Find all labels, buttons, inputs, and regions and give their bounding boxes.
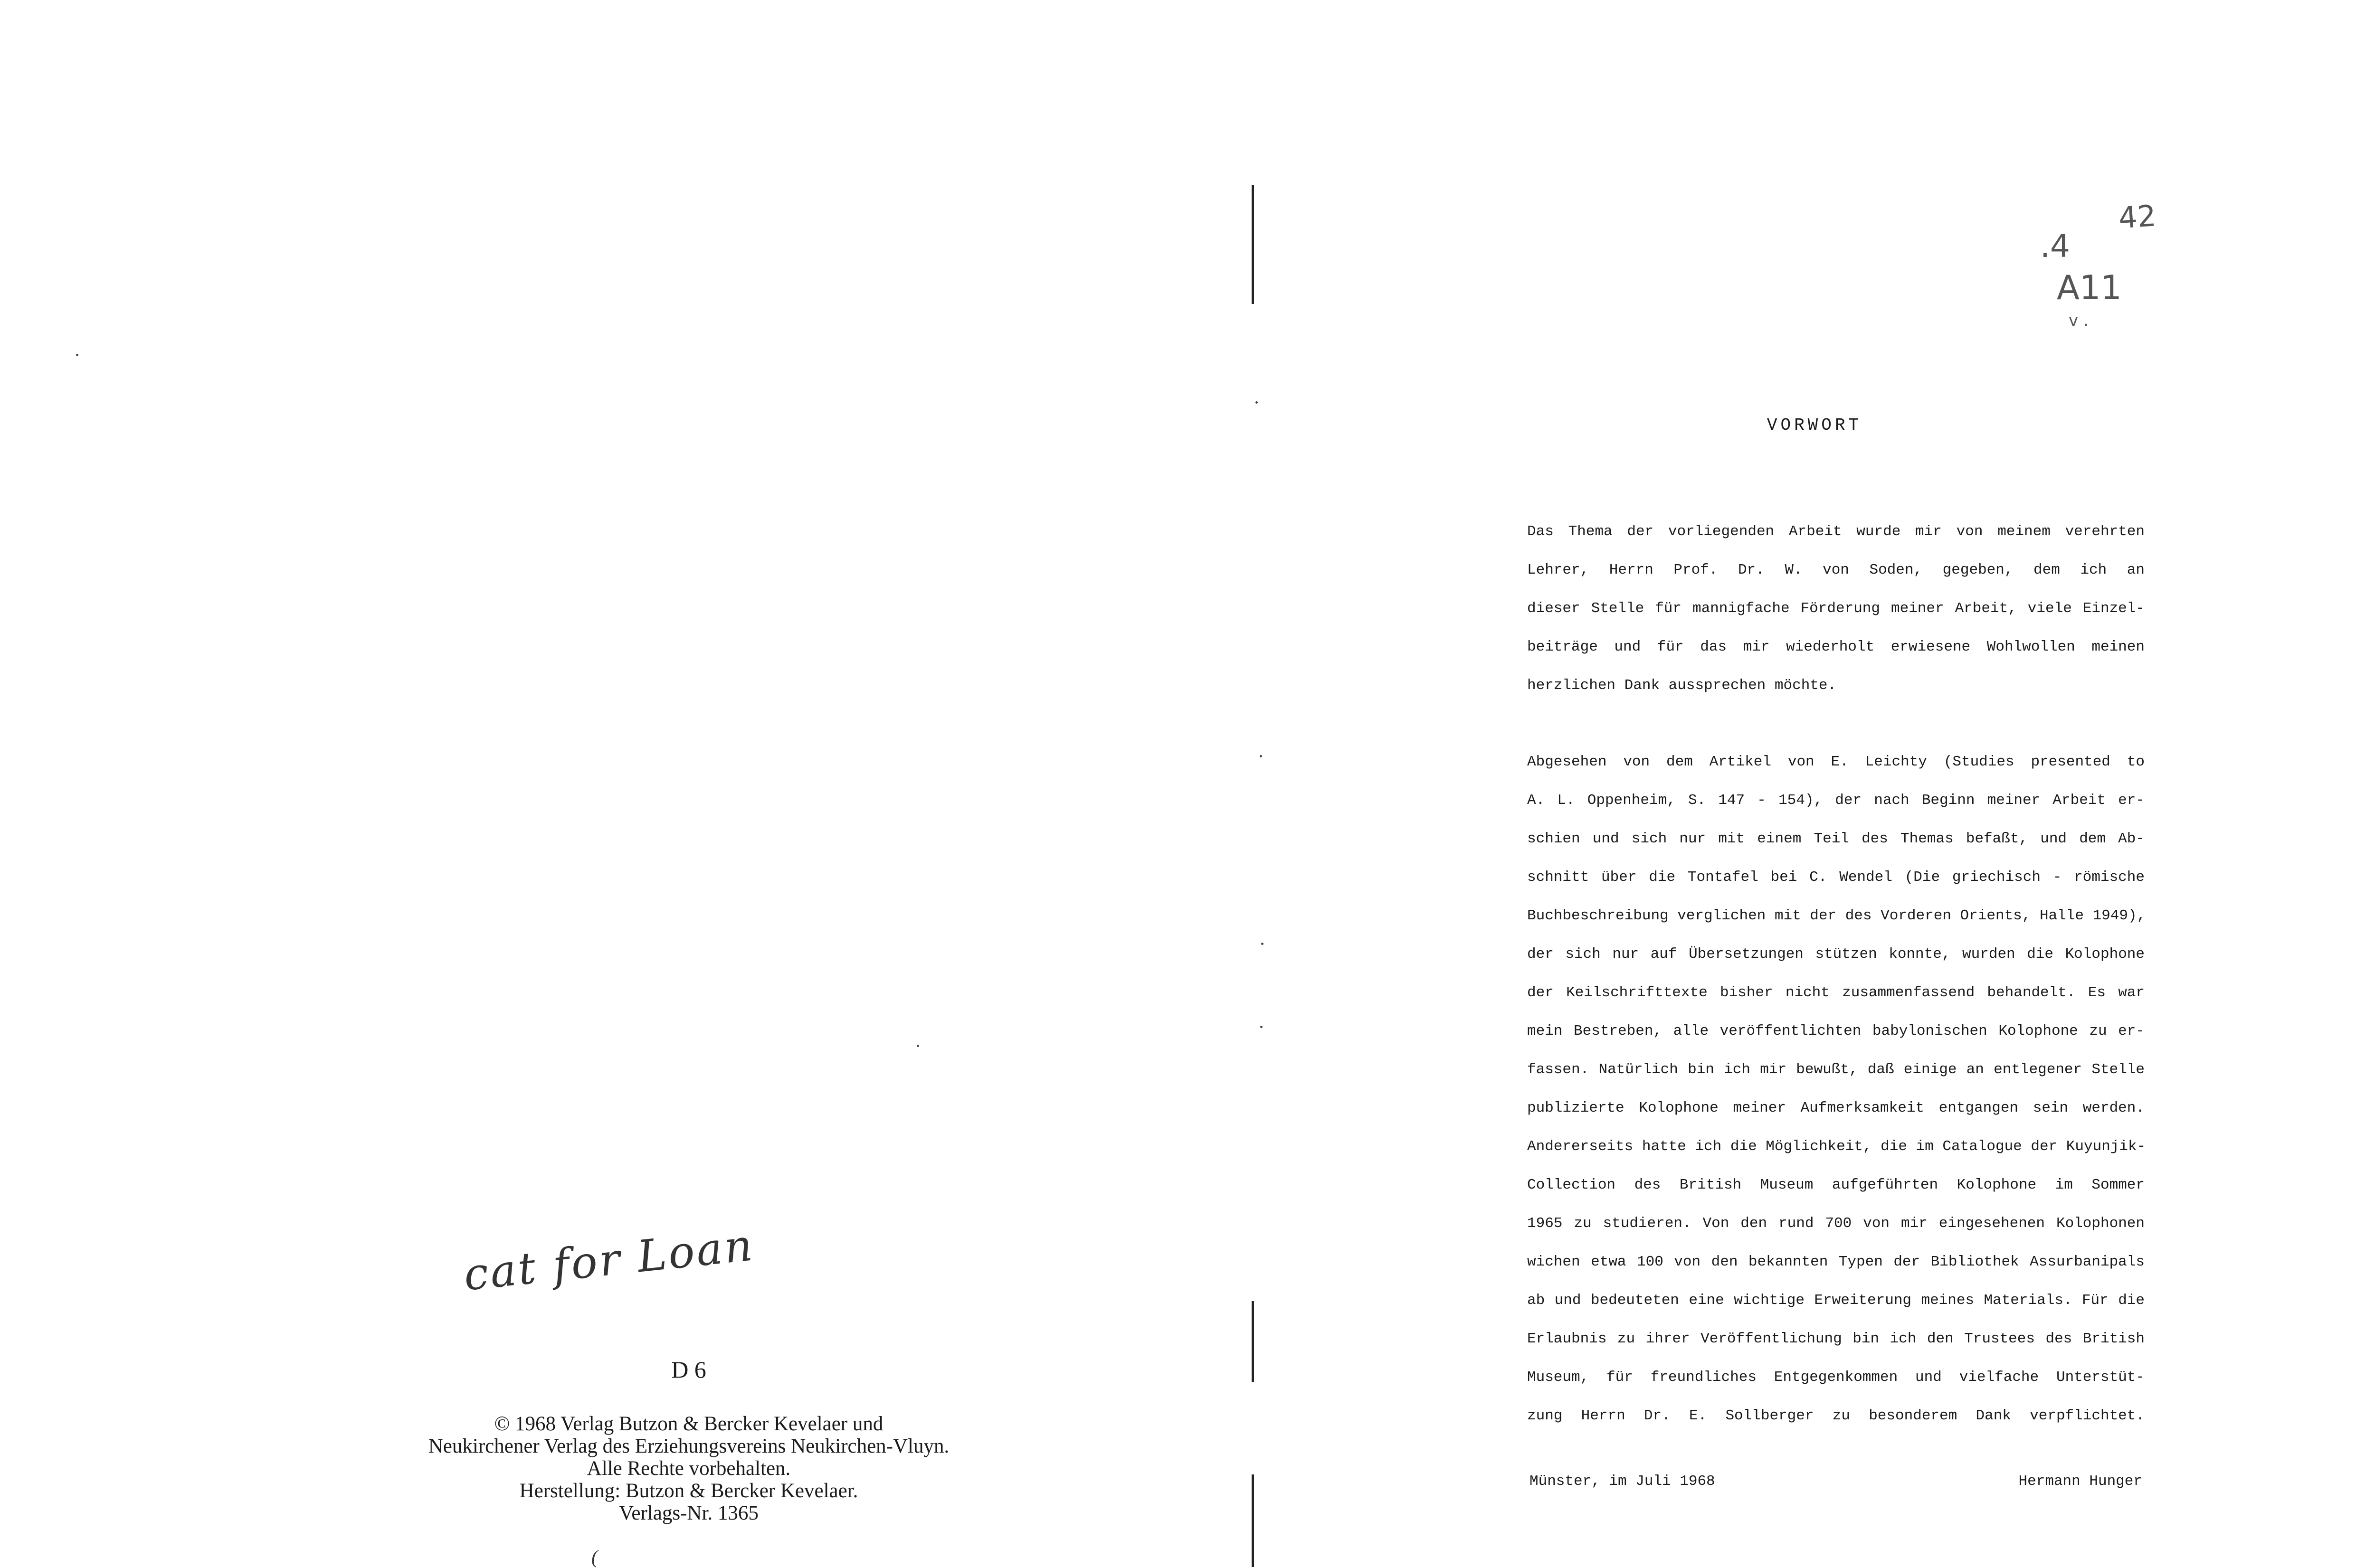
handwritten-note: cat for Loan	[461, 1219, 757, 1301]
preface-paragraph	[1527, 748, 2145, 1440]
pencil-mark: (	[591, 1546, 598, 1568]
author-name: Hermann Hunger	[2018, 1473, 2142, 1490]
place-date: Münster, im Juli 1968	[1530, 1473, 1715, 1490]
text-line: A. L. Oppenheim, S. 147 - 154), der nach Beginn meiner Arbeit er-	[1527, 792, 2145, 809]
imprint-line: Herstellung: Butzon & Bercker Kevelaer.	[519, 1480, 858, 1502]
text-line: der sich nur auf Übersetzungen stützen konnte, wurden die Kolophone	[1527, 946, 2145, 963]
imprint-line: Alle Rechte vorbehalten.	[587, 1457, 791, 1480]
text-line: 1965 zu studieren. Von den rund 700 von mir eingesehenen Kolophonen	[1527, 1215, 2145, 1232]
signoff	[1530, 1473, 2142, 1490]
pencil-note: A11	[2057, 268, 2122, 307]
text-line: schnitt über die Tontafel bei C. Wendel (Die griechisch - römische	[1527, 869, 2145, 886]
text-line: zung Herrn Dr. E. Sollberger zu besonderem Dank verpflichtet.	[1527, 1407, 2145, 1424]
text-line: Das Thema der vorliegenden Arbeit wurde mir von meinem verehrten	[1527, 523, 2145, 540]
imprint-line: Neukirchener Verlag des Erziehungsvereins Neukirchen-Vluyn.	[428, 1435, 950, 1457]
text-line: Andererseits hatte ich die Möglichkeit, die im Catalogue der Kuyunjik-	[1527, 1138, 2146, 1155]
text-line: Erlaubnis zu ihrer Veröffentlichung bin ich den Trustees des British	[1527, 1331, 2145, 1347]
imprint-line: © 1968 Verlag Butzon & Bercker Kevelaer und	[494, 1413, 884, 1435]
text-line: Collection des British Museum aufgeführten Kolophone im Sommer	[1527, 1177, 2145, 1193]
imprint-line: Verlags-Nr. 1365	[619, 1502, 759, 1524]
text-line: publizierte Kolophone meiner Aufmerksamkeit entgangen sein werden.	[1527, 1100, 2145, 1116]
text-line: fassen. Natürlich bin ich mir bewußt, daß einige an entlegener Stelle	[1527, 1061, 2145, 1078]
text-line: dieser Stelle für mannigfache Förderung meiner Arbeit, viele Einzel-	[1527, 600, 2145, 617]
preface-title: VORWORT	[1767, 416, 1862, 435]
text-line: wichen etwa 100 von den bekannten Typen der Bibliothek Assurbanipals	[1527, 1254, 2145, 1270]
text-line: herzlichen Dank aussprechen möchte.	[1527, 677, 1837, 694]
text-line: Museum, für freundliches Entgegenkommen und vielfache Unterstüt-	[1527, 1369, 2145, 1386]
text-line: Lehrer, Herrn Prof. Dr. W. von Soden, gegeben, dem ich an	[1527, 562, 2145, 578]
copyright-imprint	[418, 1413, 960, 1524]
text-line: beiträge und für das mir wiederholt erwiesene Wohlwollen meinen	[1527, 639, 2145, 655]
text-line: ab und bedeuteten eine wichtige Erweiterung meines Materials. Für die	[1527, 1292, 2145, 1309]
pencil-note: 42	[2117, 198, 2157, 236]
text-line: mein Bestreben, alle veröffentlichten babylonischen Kolophone zu er-	[1527, 1023, 2145, 1039]
pencil-note: .4	[2040, 228, 2070, 264]
text-line: schien und sich nur mit einem Teil des Themas befaßt, und dem Ab-	[1527, 831, 2145, 847]
text-line: Buchbeschreibung verglichen mit der des Vorderen Orients, Halle 1949),	[1527, 907, 2146, 924]
catalog-mark: D 6	[671, 1356, 706, 1383]
pencil-note: v .	[2069, 311, 2089, 330]
right-page	[1254, 0, 2375, 1567]
text-line: der Keilschrifttexte bisher nicht zusammenfassend behandelt. Es war	[1527, 984, 2145, 1001]
text-line: Abgesehen von dem Artikel von E. Leichty (Studies presented to	[1527, 754, 2145, 770]
preface-paragraph	[1527, 518, 2145, 710]
